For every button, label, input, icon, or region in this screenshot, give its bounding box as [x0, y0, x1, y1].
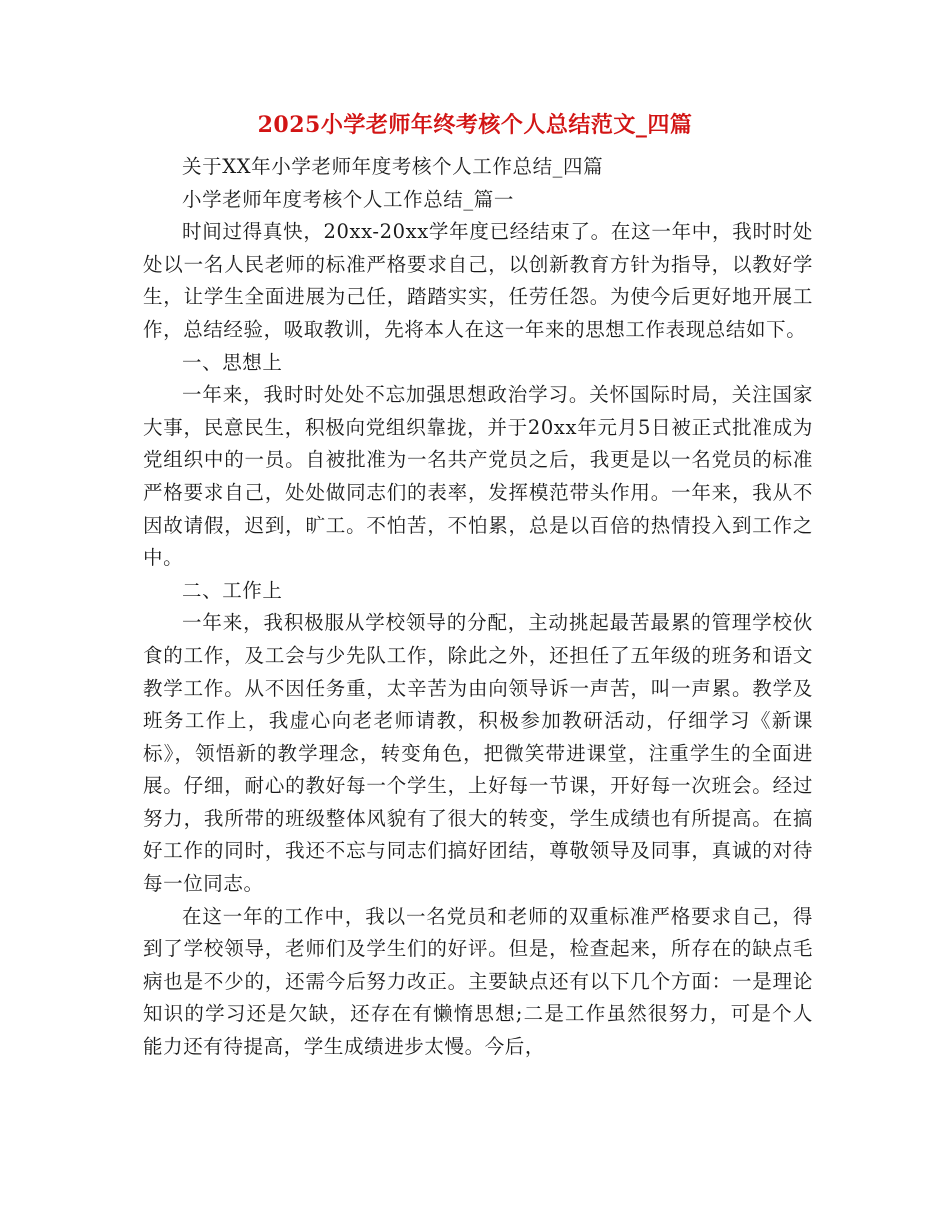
section-heading-part-one: 小学老师年度考核个人工作总结_篇一	[182, 187, 514, 211]
document-title: 2025小学老师年终考核个人总结范文_四篇	[257, 112, 693, 138]
subtitle-paragraph: 关于XX年小学老师年度考核个人工作总结_四篇	[182, 155, 604, 178]
work-paragraph: 一年来，我积极服从学校领导的分配，主动挑起最苦最累的管理学校伙食的工作，及工会与少先队工作，除此之外，还担任了五年级的班务和语文教学工作。从不因任务重，太辛苦为由向领导诉一声苦，叫一声累。教学及班务工作上，我虚心向老老师请教，积极参加教研活动，仔细学习《新课标》，领悟新的教学理念，转变角色，把微笑带进课堂，注重学生的全面进展。仔细，耐心的教好每一个学生，上好每一节课，开好每一次班会。经过努力，我所带的班级整体风貌有了很大的转变，学生成绩也有所提高。在搞好工作的同时，我还不忘与同志们搞好团结，尊敬领导及同事，真诚的对待每一位同志。	[143, 611, 813, 896]
intro-paragraph: 时间过得真快，20xx-20xx学年度已经结束了。在这一年中，我时时处处以一名人民老师的标准严格要求自己，以创新教育方针为指导，以教好学生，让学生全面进展为己任，踏踏实实，任劳任怨。为使今后更好地开展工作，总结经验，吸取教训，先将本人在这一年来的思想工作表现总结如下。	[143, 220, 813, 341]
document-body	[143, 151, 813, 1064]
heading-ideology: 一、思想上	[182, 350, 283, 374]
heading-work: 二、工作上	[182, 578, 283, 602]
ideology-paragraph: 一年来，我时时处处不忘加强思想政治学习。关怀国际时局，关注国家大事，民意民生，积极向党组织靠拢，并于20xx年元月5日被正式批准成为党组织中的一员。自被批准为一名共产党员之后，我更是以一名党员的标准严格要求自己，处处做同志们的表率，发挥模范带头作用。一年来，我从不因故请假，迟到，旷工。不怕苦，不怕累，总是以百倍的热情投入到工作之中。	[143, 383, 813, 570]
self-review-paragraph: 在这一年的工作中，我以一名党员和老师的双重标准严格要求自己，得到了学校领导，老师们及学生们的好评。但是，检查起来，所存在的缺点毛病也是不少的，还需今后努力改正。主要缺点还有以下几个方面：一是理论知识的学习还是欠缺，还存在有懒惰思想;二是工作虽然很努力，可是个人能力还有待提高，学生成绩进步太慢。今后，	[143, 904, 813, 1059]
